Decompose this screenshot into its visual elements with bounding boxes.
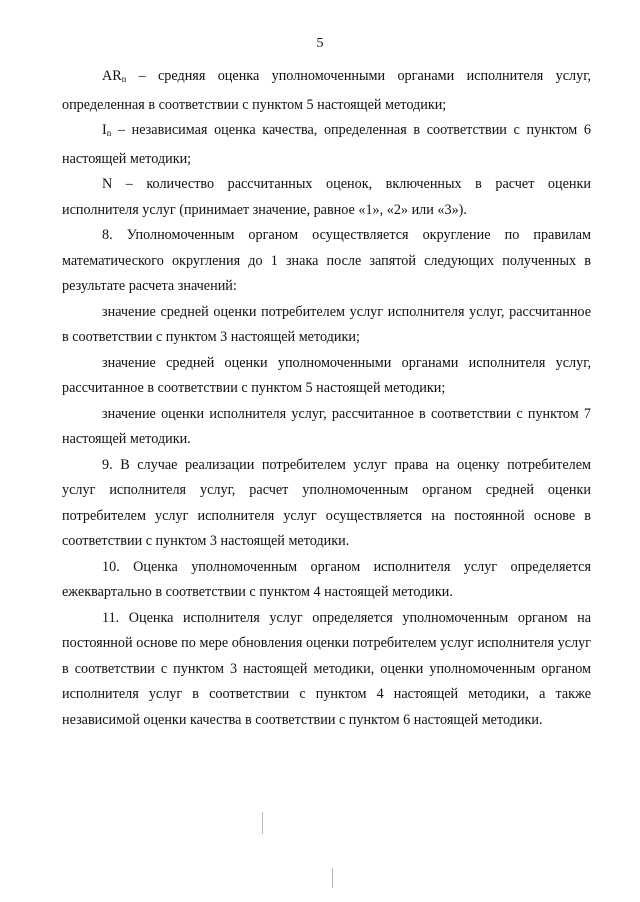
paragraph-11: 11. Оценка исполнителя услуг определяется уполномоченным органом на постоянной основе по мере обновления оценки потребителем услуг исполнителя услуг в соответствии с пунктом 3 настоящей методики, оценки уполномоченным органом исполнителя услуг в соответствии с пунктом 4 настоящей методики, а также независимой оценки качества в соответствии с пунктом 6 настоящей методики. (62, 609, 591, 728)
definition-n (62, 172, 591, 223)
paragraph-8-item-2: значение средней оценки уполномоченными органами исполнителя услуг, рассчитанное в соответствии с пунктом 5 настоящей методики; (62, 354, 591, 396)
page-number: 5 (316, 36, 324, 51)
paragraph-10: 10. Оценка уполномоченным органом исполнителя услуг определяется ежеквартально в соответствии с пунктом 4 настоящей методики. (62, 558, 591, 600)
scan-artifact (332, 868, 333, 888)
paragraph-9: 9. В случае реализации потребителем услуг права на оценку потребителем услуг исполнителя услуг, расчет уполномоченным органом средней оценки потребителем услуг исполнителя услуг осуществляется на постоянной основе в соответствии с пунктом 3 настоящей методики. (62, 456, 591, 549)
paragraph-8-item-3: значение оценки исполнителя услуг, рассчитанное в соответствии с пунктом 7 настоящей методики. (62, 405, 591, 447)
definition-text: – независимая оценка качества, определенная в соответствии с пунктом 6 настоящей методики; (62, 122, 591, 167)
definition-i (62, 118, 591, 172)
paragraph-8: 8. Уполномоченным органом осуществляется округление по правилам математического округления до 1 знака после запятой следующих полученных в результате расчета значений: (62, 227, 591, 294)
paragraph-8-item-1: значение средней оценки потребителем услуг исполнителя услуг, рассчитанное в соответствии с пунктом 3 настоящей методики; (62, 303, 591, 345)
definition-term: N (102, 176, 113, 192)
scan-artifact (262, 812, 263, 834)
definition-text: – средняя оценка уполномоченными органами исполнителя услуг, определенная в соответствии с пунктом 5 настоящей методики; (62, 68, 591, 113)
definition-ar (62, 64, 591, 118)
definition-term: $AR_n$ (102, 68, 127, 84)
definition-text: – количество рассчитанных оценок, включенных в расчет оценки исполнителя услуг (принимает значение, равное «1», «2» или «3»). (62, 176, 591, 218)
document-body (62, 64, 591, 733)
definition-term: $I_n$ (102, 122, 112, 138)
